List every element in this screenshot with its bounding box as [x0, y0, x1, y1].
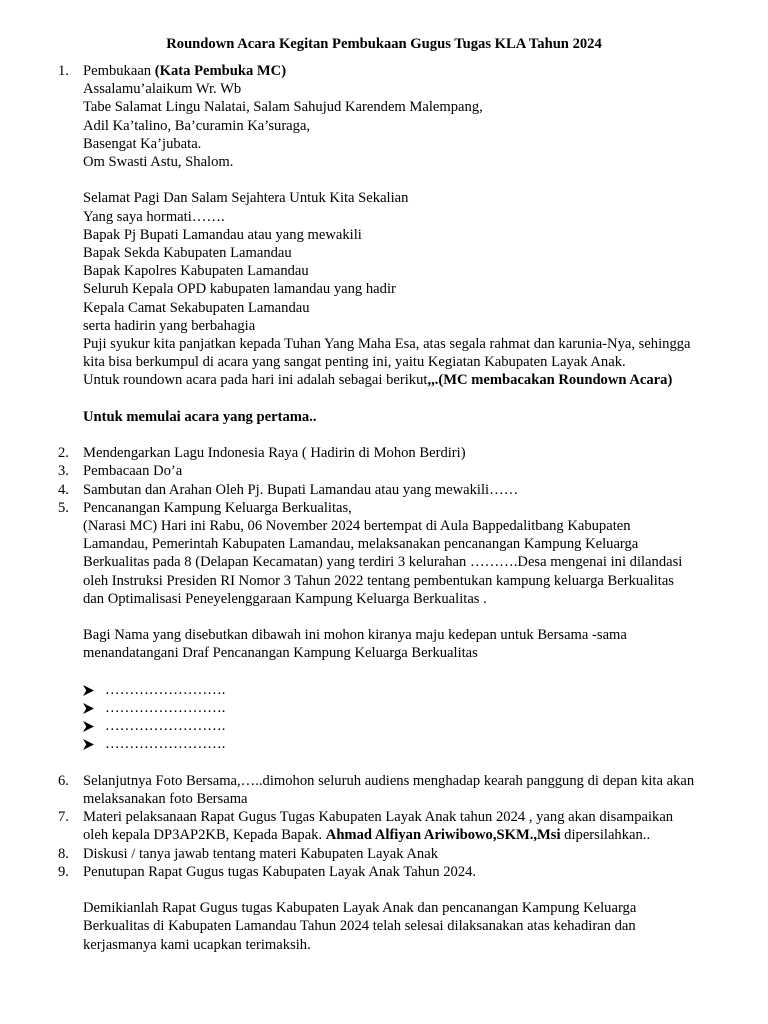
greeting-line: Basengat Ka’jubata.	[83, 135, 202, 152]
item-number: 9.	[58, 863, 69, 880]
item-number: 2.	[58, 445, 69, 462]
speech-line: Yang saya hormati…….	[83, 208, 225, 225]
speech-line: Seluruh Kepala OPD kabupaten lamandau yang hadir	[83, 281, 396, 298]
speech-line: Puji syukur kita panjatkan kepada Tuhan Yang Maha Esa, atas segala rahmat dan karunia-Nya, sehingga	[83, 336, 691, 353]
rundown-item-2	[0, 444, 768, 462]
item-text: Diskusi / tanya jawab tentang materi Kabupaten Layak Anak	[83, 845, 439, 862]
signatory-bullet	[0, 735, 768, 753]
arrowhead-bullet-icon	[83, 739, 94, 750]
bullet-text: …………………….	[105, 718, 226, 735]
roundown-bold-text: ,,.(MC membacakan Roundown Acara)	[427, 372, 673, 389]
item-number: 6.	[58, 772, 69, 789]
speech-line: Bapak Sekda Kabupaten Lamandau	[83, 245, 292, 262]
item-text: Penutupan Rapat Gugus tugas Kabupaten Layak Anak Tahun 2024.	[83, 863, 477, 880]
heading-bold-text: (Kata Pembuka MC)	[154, 63, 287, 79]
item-text: Sambutan dan Arahan Oleh Pj. Bupati Lamandau atau yang mewakili……	[83, 481, 519, 498]
item-number: 1.	[58, 63, 69, 79]
rundown-item-3	[0, 462, 768, 480]
item-text: Pencanangan Kampung Keluarga Berkualitas,	[83, 499, 352, 516]
item-text: Materi pelaksanaan Rapat Gugus Tugas Kabupaten Layak Anak tahun 2024 , yang akan disampaikan	[83, 809, 674, 826]
greeting-line: Tabe Salamat Lingu Nalatai, Salam Sahujud Karendem Malempang,	[83, 99, 483, 116]
speech-line: serta hadirin yang berbahagia	[83, 317, 256, 334]
speaker-intro: oleh kepala DP3AP2KB, Kepada Bapak.	[83, 827, 326, 844]
signatory-bullet	[0, 681, 768, 699]
narration-line: oleh Instruksi Presiden RI Nomor 3 Tahun 2022 tentang pembentukan kampung keluarga Berkualitas	[83, 572, 674, 589]
speech-line: Bapak Kapolres Kabupaten Lamandau	[83, 263, 309, 280]
item-text: Pembacaan Do’a	[83, 463, 183, 480]
roundown-line	[83, 371, 738, 389]
speech-line: Selamat Pagi Dan Salam Sejahtera Untuk Kita Sekalian	[83, 190, 409, 207]
rundown-item-5	[0, 499, 768, 681]
closing-line: Demikianlah Rapat Gugus tugas Kabupaten Layak Anak dan pencanangan Kampung Keluarga	[83, 900, 637, 917]
speaker-outro: dipersilahkan..	[560, 827, 651, 844]
rundown-item-9	[0, 863, 768, 954]
closing-line: kerjasmanya kami ucapkan terimaksih.	[83, 936, 311, 953]
speech-line: Kepala Camat Sekabupaten Lamandau	[83, 299, 310, 316]
speaker-name: Ahmad Alfiyan Ariwibowo,SKM.,Msi	[325, 827, 561, 844]
rundown-item-6	[0, 772, 768, 808]
item-heading	[83, 62, 738, 80]
item-number: 4.	[58, 481, 69, 498]
bullet-text: …………………….	[105, 736, 226, 753]
narration-line: (Narasi MC) Hari ini Rabu, 06 November 2024 bertempat di Aula Bappedalitbang Kabupaten	[83, 518, 631, 535]
rundown-item-4	[0, 481, 768, 499]
closing-line: Berkualitas di Kabupaten Lamandau Tahun 2024 telah selesai dilaksanakan atas kehadiran dan	[83, 918, 636, 935]
item-text: Mendengarkan Lagu Indonesia Raya ( Hadirin di Mohon Berdiri)	[83, 445, 466, 462]
invitation-line: Bagi Nama yang disebutkan dibawah ini mohon kiranya maju kedepan untuk Bersama -sama	[83, 627, 627, 644]
roundown-text: Untuk roundown acara pada hari ini adalah sebagai berikut	[83, 372, 428, 389]
document-title: Roundown Acara Kegitan Pembukaan Gugus Tugas KLA Tahun 2024	[166, 36, 602, 52]
bullet-text: …………………….	[105, 700, 226, 717]
item-number: 8.	[58, 845, 69, 862]
speech-line: kita bisa berkumpul di acara yang sangat penting ini, yaitu Kegiatan Kabupaten Layak Anak.	[83, 354, 626, 371]
arrowhead-bullet-icon	[83, 721, 94, 732]
greeting-line: Om Swasti Astu, Shalom.	[83, 154, 234, 171]
arrowhead-bullet-icon	[83, 703, 94, 714]
invitation-line: menandatangani Draf Pencanangan Kampung Keluarga Berkualitas	[83, 645, 478, 662]
item-number: 7.	[58, 809, 69, 826]
first-agenda-line: Untuk memulai acara yang pertama..	[83, 408, 317, 425]
speaker-line	[83, 826, 738, 844]
rundown-item-7	[0, 808, 768, 844]
item-text: melaksanakan foto Bersama	[83, 791, 248, 808]
bullet-text: …………………….	[105, 681, 226, 698]
arrowhead-bullet-icon	[83, 685, 94, 696]
greeting-line: Assalamu’alaikum Wr. Wb	[83, 81, 242, 98]
heading-text: Pembukaan	[83, 63, 155, 79]
rundown-list	[0, 62, 768, 954]
speech-line: Bapak Pj Bupati Lamandau atau yang mewakili	[83, 226, 362, 243]
greeting-line: Adil Ka’talino, Ba’curamin Ka’suraga,	[83, 117, 311, 134]
signatory-bullet	[0, 717, 768, 735]
signatory-bullet	[0, 699, 768, 717]
item-text: Selanjutnya Foto Bersama,…..dimohon seluruh audiens menghadap kearah panggung di depan kita akan	[83, 772, 695, 789]
narration-line: Lamandau, Pemerintah Kabupaten Lamandau, melaksanakan pencanangan Kampung Keluarga	[83, 536, 639, 553]
rundown-item-1	[0, 62, 768, 444]
narration-line: Berkualitas pada 8 (Delapan Kecamatan) yang terdiri 3 kelurahan ……….Desa mengenai ini dilandasi	[83, 554, 683, 571]
item-number: 5.	[58, 499, 69, 516]
rundown-item-8	[0, 845, 768, 863]
item-number: 3.	[58, 463, 69, 480]
narration-line: dan Optimalisasi Peneyelenggaraan Kampung Keluarga Berkualitas .	[83, 590, 487, 607]
